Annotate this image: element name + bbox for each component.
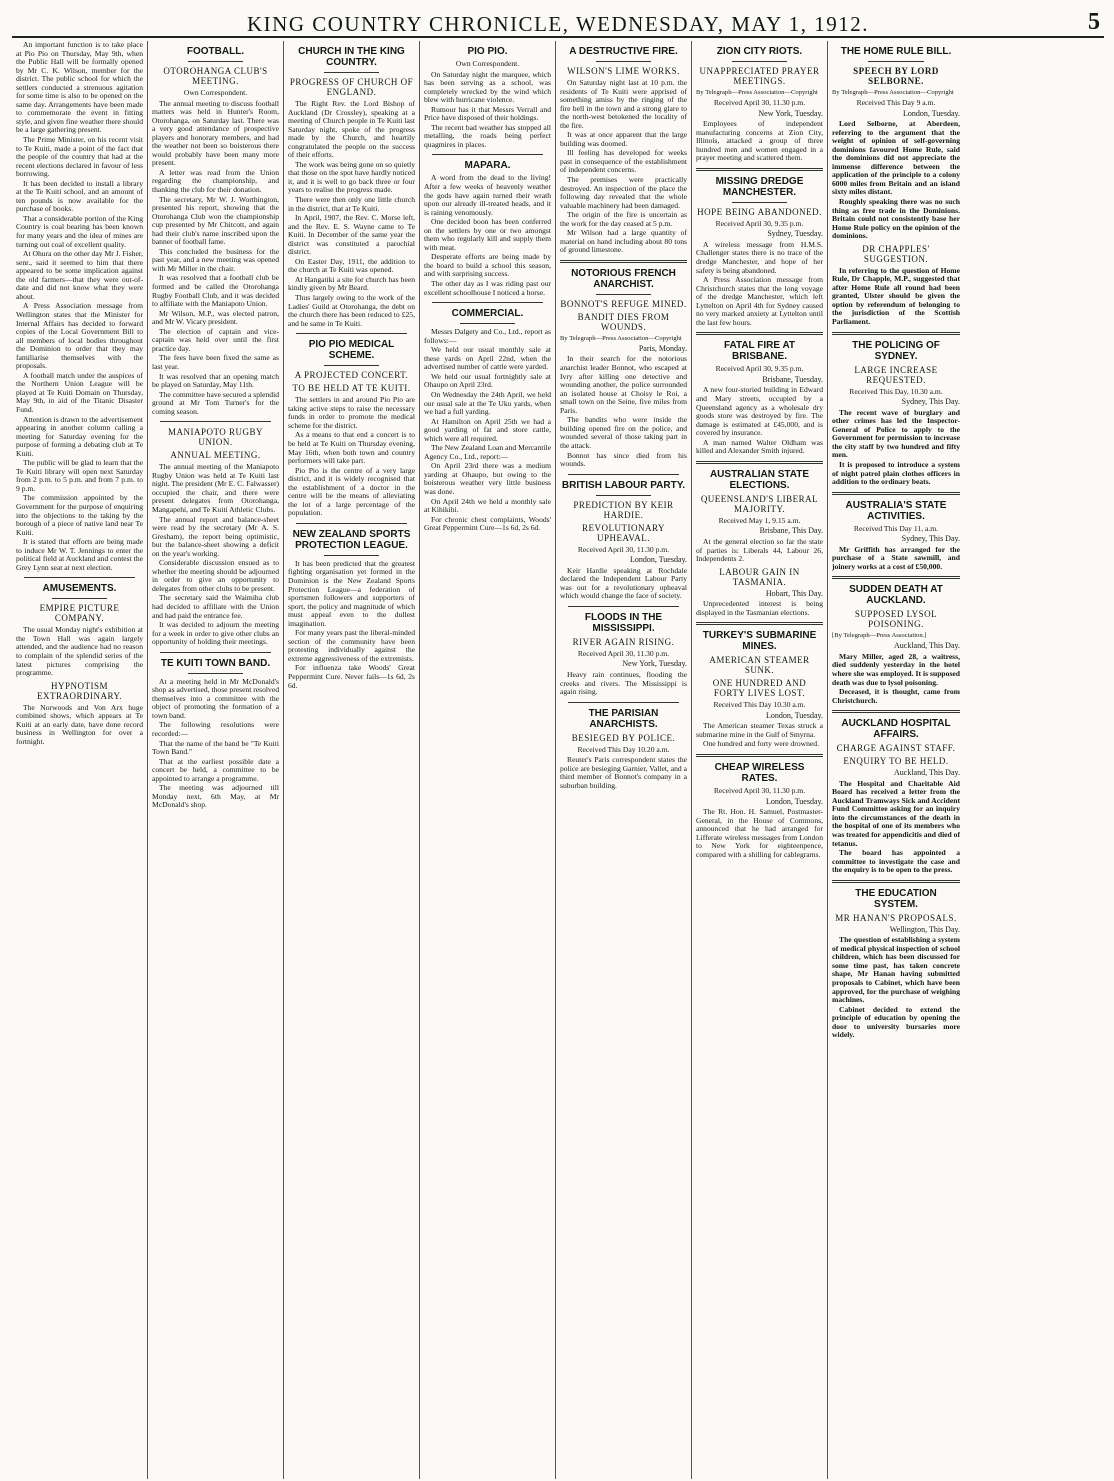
received-line: Received April 30, 11.30 p.m. bbox=[713, 98, 806, 107]
divider bbox=[596, 61, 651, 62]
article-paragraph: Lord Selborne, at Aberdeen, referring to the argument that the weight of opinion of self-governing dominions favoured Home Rule, said the dominions did not appreciate the immense difference between the application of the principle to a colony 6000 miles from Britain and an island sixty miles distant. bbox=[832, 119, 960, 197]
divider bbox=[832, 492, 960, 495]
article-paragraph: One hundred and forty were drowned. bbox=[703, 739, 819, 749]
wire-credit: By Telegraph—Press Association—Copyright bbox=[560, 334, 682, 342]
subhead-projected-concert: A PROJECTED CONCERT. bbox=[294, 370, 409, 381]
article-paragraph: A letter was read from the Union regarding the championship, and thanking the club for their donation. bbox=[152, 167, 279, 195]
article-paragraph: The settlers in and around Pio Pio are taking active steps to raise the necessary funds in order to promote the medical scheme for the district. bbox=[288, 395, 415, 430]
column-6 bbox=[692, 41, 828, 1479]
article-paragraph: The other day as I was riding past our excellent schoolhouse I noticed a horse. bbox=[424, 279, 551, 297]
article-paragraph: The commission appointed by the Government for the purpose of enquiring into the objections to the taking by the borough of a piece of native land near Te Kuiti. bbox=[16, 493, 143, 537]
article-paragraph: Reuter's Paris correspondent states the police are besieging Garnier, Vallet, and a third member of Bonnot's company in a suburban building. bbox=[560, 755, 687, 790]
subhead-keir-hardie: PREDICTION BY KEIR HARDIE. bbox=[573, 499, 674, 520]
dateline: New York, Tuesday. bbox=[622, 659, 687, 669]
article-paragraph: Pio Pio is the centre of a very large district, and it is widely recognised that the establishment of a doctor in the centre will be the means of alleviating the lot of a large percentage of the population. bbox=[288, 465, 415, 518]
subhead-queensland: QUEENSLAND'S LIBERAL MAJORITY. bbox=[700, 493, 819, 514]
article-paragraph: On Saturday night last at 10 p.m. the residents of Te Kuiti were apprised of something amiss by the ringing of the fire bell in the town and a strong glare to the north-west betokened the locality of the fire. bbox=[560, 78, 687, 130]
divider bbox=[596, 294, 651, 295]
dateline: Sydney, Tuesday. bbox=[767, 229, 823, 239]
dateline: Paris, Monday. bbox=[638, 343, 687, 353]
received-line: Received April 30, 9.35 p.m. bbox=[715, 364, 804, 374]
divider bbox=[732, 202, 787, 203]
received-line: Received This Day 10.30 a.m. bbox=[713, 700, 806, 710]
divider bbox=[560, 260, 687, 263]
divider bbox=[596, 495, 651, 496]
article-paragraph: On April 23rd there was a medium yarding at Ohaupo, but owing to the boisterous weather very little business was done. bbox=[424, 461, 551, 496]
article-paragraph: Keir Hardie speaking at Rochdale declared the Independent Labour Party was out for a revolutionary upheaval which would change the face of society. bbox=[560, 565, 687, 601]
headline-aus-elections: AUSTRALIAN STATE ELECTIONS. bbox=[709, 468, 810, 491]
received-line: Received This Day 10.20 a.m. bbox=[577, 744, 670, 754]
dateline: Auckland, This Day. bbox=[894, 768, 960, 778]
headline-commercial: COMMERCIAL. bbox=[451, 308, 524, 320]
article-paragraph: On Saturday night the marquee, which has been serving as a school, was completely wrecked by the wind which blew with hurricane violence. bbox=[424, 69, 551, 105]
subhead-besieged: BESIEGED BY POLICE. bbox=[571, 732, 676, 743]
article-paragraph: It is proposed to introduce a system of night patrol plain clothes officers in addition to the ordinary beats. bbox=[832, 459, 960, 487]
headline-home-rule: THE HOME RULE BILL. bbox=[840, 46, 952, 57]
wire-credit: By Telegraph—Press Association—Copyright bbox=[832, 89, 954, 96]
article-paragraph: Attention is drawn to the advertisement appearing in another column calling a meeting for Saturday evening for the purpose of forming a debating club at Te Kuiti. bbox=[16, 414, 143, 458]
received-line: Received April 30, 11.30 p.m. bbox=[577, 544, 670, 554]
dateline: Brisbane, This Day. bbox=[759, 526, 823, 536]
dateline: London, Tuesday. bbox=[765, 796, 823, 806]
article-paragraph: Deceased, it is thought, came from Christchurch. bbox=[832, 687, 960, 705]
article-paragraph: Roughly speaking there was no such thing as free trade in the Dominions. Britain could not consistently base her Home Rule policy on the opinion of the dominions. bbox=[832, 197, 960, 241]
divider bbox=[832, 332, 960, 335]
subhead-river: RIVER AGAIN RISING. bbox=[572, 636, 675, 647]
article-paragraph: Ill feeling has developed for weeks past in consequence of the establishment of independent concerns. bbox=[560, 148, 687, 175]
advert-line: For influenza take Woods' Great Peppermint Cure. Never fails—1s 6d, 2s 6d. bbox=[288, 663, 415, 690]
headline-state-activities: AUSTRALIA'S STATE ACTIVITIES. bbox=[845, 499, 947, 522]
article-paragraph: A man named Walter Oldham was killed and Alexander Smith injured. bbox=[696, 437, 823, 456]
received-line: Received April 30, 9.35 p.m. bbox=[715, 218, 804, 228]
headline-dredge: MISSING DREDGE MANCHESTER. bbox=[715, 175, 804, 198]
headline-policing-sydney: THE POLICING OF SYDNEY. bbox=[852, 339, 940, 362]
article-paragraph: The work was being gone on so quietly that those on the spot have hardly noticed it, and it is well to go back three or four years to realise the progress made. bbox=[288, 159, 415, 195]
received-line: Received This Day 9 a.m. bbox=[856, 98, 936, 107]
subhead-lysol: SUPPOSED LYSOL POISONING. bbox=[854, 609, 938, 630]
article-paragraph: At a meeting held in Mr McDonald's shop as advertised, those present resolved themselves into a committee with the object of promoting the formation of a town band. bbox=[152, 676, 279, 720]
dateline: London, Tuesday. bbox=[629, 555, 687, 565]
divider bbox=[460, 323, 515, 324]
headline-mapara: MAPARA. bbox=[464, 160, 511, 172]
dateline: London, Tuesday. bbox=[765, 710, 823, 720]
divider bbox=[696, 332, 823, 335]
article-paragraph: The origin of the fire is uncertain as the work for the day ceased at 5 p.m. bbox=[560, 210, 687, 228]
article-paragraph: The committee have secured a splendid ground at Mr Tom Turner's for the coming season. bbox=[152, 389, 279, 416]
article-paragraph: The public will be glad to learn that the Te Kuiti library will open next Saturday from 2 p.m. to 5 p.m. and from 7 p.m. to 9 p.m. bbox=[16, 458, 143, 493]
subhead-revolutionary: REVOLUTIONARY UPHEAVAL. bbox=[582, 522, 665, 543]
article-paragraph: An important function is to take place at Pio Pio on Thursday, May 9th, when the Public Hall will be formally opened by Mr C. K. Wilson, member for the district. The public school for which the settlers conducted a strenuous agitation for some time is also to be opened on the same day. Arrangements have been made to commemorate the event in fitting style, and given fine weather there should be a large gathering present. bbox=[16, 41, 143, 135]
article-paragraph: The bandits who were inside the building opened fire on the police, and wounded several of those taking part in the attack. bbox=[560, 415, 687, 450]
article-paragraph: It is stated that efforts are being made to induce Mr W. T. Jennings to enter the political field at Auckland and contest the Grey Lynn seat at next election. bbox=[16, 537, 143, 572]
article-paragraph: Cabinet decided to extend the principle of education by opening the door to university bursaries more widely. bbox=[832, 1004, 960, 1040]
article-paragraph: It was at once apparent that the large building was doomed. bbox=[560, 130, 687, 148]
headline-sports-league: NEW ZEALAND SPORTS PROTECTION LEAGUE. bbox=[292, 528, 411, 551]
column-1 bbox=[12, 41, 148, 1479]
headline-floods: FLOODS IN THE MISSISSIPPI. bbox=[584, 611, 663, 634]
subhead-annual-meeting: ANNUAL MEETING. bbox=[170, 450, 261, 461]
divider bbox=[696, 461, 823, 464]
received-line: Received May 1, 9.15 a.m. bbox=[718, 515, 801, 525]
headline-hospital-affairs: AUCKLAND HOSPITAL AFFAIRS. bbox=[841, 718, 951, 741]
article-paragraph: On Wednesday the 24th April, we held our usual sale at the Te Uku yards, when we had a full yarding. bbox=[424, 389, 551, 417]
article-paragraph: Rumour has it that Messrs Verrall and Price have disposed of their holdings. bbox=[424, 104, 551, 123]
subhead-chapple: DR CHAPPLES' SUGGESTION. bbox=[862, 243, 930, 264]
divider bbox=[568, 606, 679, 607]
wire-credit: [By Telegraph—Press Association.] bbox=[832, 632, 927, 640]
advert-line: For chronic chest complaints, Woods' Great Peppermint Cure—1s 6d, 2s 6d. bbox=[424, 514, 551, 533]
divider bbox=[188, 673, 243, 674]
article-paragraph: The usual Monday night's exhibition at the Town Hall was again largely attended, and the audience had no reason to complain of the splendid series of the latest pictures comprising the programme. bbox=[16, 625, 143, 678]
article-paragraph: The Right Rev. the Lord Bishop of Auckland (Dr Crossley), speaking at a meeting of Church people in Te Kuiti last Saturday night, spoke of the progress made by the Church, and heartily congratulated the people on the success of their efforts. bbox=[288, 99, 415, 160]
subhead-te-kuiti: TO BE HELD AT TE KUITI. bbox=[292, 383, 411, 394]
article-paragraph: The recent bad weather has stopped all metalling, the roads being perfect quagmires in places. bbox=[424, 122, 551, 149]
article-paragraph: Messrs Dalgety and Co., Ltd., report as follows:— bbox=[424, 327, 551, 345]
dateline: Auckland, This Day. bbox=[894, 641, 960, 651]
dateline: New York, Tuesday. bbox=[758, 108, 823, 118]
divider bbox=[696, 168, 823, 171]
article-paragraph: A Press Association message from Christchurch states that the long voyage of the dredge Manchester, which left Lyttelton on April 4th for Sydney caused no very marked anxiety at Lyttelton until the last few hours. bbox=[696, 275, 823, 327]
page-number: 5 bbox=[1088, 9, 1100, 35]
subhead-bandit: BANDIT DIES FROM WOUNDS. bbox=[577, 311, 670, 332]
article-paragraph: That the name of the band be "Te Kuiti Town Band." bbox=[152, 738, 279, 757]
article-paragraph: In April, 1907, the Rev. C. Morse left, and the Rev. E. S. Wayne came to Te Kuiti. In December of the same year the district was constituted a parochial district. bbox=[288, 213, 415, 257]
divider bbox=[832, 710, 960, 713]
column-5 bbox=[556, 41, 692, 1479]
divider bbox=[432, 154, 543, 155]
headline-education: THE EDUCATION SYSTEM. bbox=[855, 887, 937, 910]
article-paragraph: It was resolved that a football club be formed and be called the Otorohanga Rugby Football Club, and it was decided to affiliate with the Maniapoto Union. bbox=[152, 273, 279, 309]
dateline: Sydney, This Day. bbox=[901, 534, 960, 544]
article-paragraph: A football match under the auspices of the Northern Union League will be played at Te Kuiti Domain on Thursday, May 9th, in aid of the Titanic Disaster Fund. bbox=[16, 370, 143, 414]
article-paragraph: On Easter Day, 1911, the addition to the church at Te Kuiti was opened. bbox=[288, 256, 415, 275]
article-paragraph: The question of establishing a system of medical physical inspection of school children, which has been discussed for some time past, has taken concrete shape, Mr Hanan having submitted proposals to Cabinet, which have been approved, for the purchase of weighing machines. bbox=[832, 935, 960, 1005]
article-paragraph: The Rt. Hon. H. Samuel, Postmaster-General, in the House of Commons, announced that he had arranged for Lifferate wireless messages from London to New York for eighteenpence, compared with a shilling for cablegrams. bbox=[696, 807, 823, 859]
subhead-charge: CHARGE AGAINST STAFF. bbox=[836, 743, 956, 754]
article-paragraph: At Hangatiki a site for church has been kindly given by Mr Beard. bbox=[288, 274, 415, 293]
article-paragraph: We held our usual monthly sale at these yards on April 22nd, when the advertised number of cattle were yarded. bbox=[424, 345, 551, 372]
article-paragraph: The secretary said the Waimiha club had decided to affiliate with the Union and had paid the entrance fee. bbox=[152, 593, 279, 620]
article-paragraph: In their search for the notorious anarchist leader Bonnot, who escaped at Ivry after killing one detective and wounding another, the police surrounded an isolated house at Choisy le Roi, a small town on the Seine, five miles from Paris. bbox=[560, 354, 687, 415]
dateline: Sydney, This Day. bbox=[901, 397, 960, 407]
headline-destructive-fire: A DESTRUCTIVE FIRE. bbox=[569, 46, 678, 57]
column-2 bbox=[148, 41, 284, 1479]
divider bbox=[568, 474, 679, 475]
article-paragraph: That a considerable portion of the King Country is coal bearing has been known for many years and the idea of mines are turning out coal of excellent quality. bbox=[16, 213, 143, 249]
article-paragraph: Unprecedented interest is being displayed in the Tasmanian elections. bbox=[696, 599, 823, 617]
article-paragraph: We held our usual fortnightly sale at Ohaupo on April 23rd. bbox=[424, 371, 551, 390]
article-paragraph: It was resolved that an opening match be played on Saturday, May 11th. bbox=[152, 371, 279, 390]
headline-pio-pio-medical: PIO PIO MEDICAL SCHEME. bbox=[308, 339, 395, 362]
article-paragraph: The recent wave of burglary and other crimes has led the Inspector-General of Police to apply to the Government for permission to increase the city staff by two hundred and fifty men. bbox=[832, 407, 960, 460]
article-paragraph: Desperate efforts are being made by the board to build a school this season, and with surprising success. bbox=[424, 252, 551, 279]
divider bbox=[324, 72, 379, 73]
article-paragraph: The board has appointed a committee to investigate the case and the enquiry is to be open to the press. bbox=[832, 848, 960, 875]
dateline: Hobart, This Day. bbox=[765, 588, 823, 598]
subhead-bonnot: BONNOT'S REFUGE MINED. bbox=[560, 298, 687, 309]
article-paragraph: The American steamer Texas struck a submarine mine in the Gulf of Smyrna. bbox=[696, 721, 823, 739]
article-paragraph: It was decided to adjourn the meeting for a week in order to give other clubs an opportunity of holding their meetings. bbox=[152, 620, 279, 647]
masthead-title: KING COUNTRY CHRONICLE, WEDNESDAY, MAY 1, 1912. bbox=[247, 12, 869, 36]
headline-zion-city: ZION CITY RIOTS. bbox=[716, 46, 803, 57]
dateline: London, Tuesday. bbox=[902, 108, 960, 118]
headline-sudden-death: SUDDEN DEATH AT AUCKLAND. bbox=[849, 584, 943, 607]
divider bbox=[324, 555, 379, 556]
headline-town-band: TE KUITI TOWN BAND. bbox=[160, 657, 271, 669]
subhead-enquiry: ENQUIRY TO BE HELD. bbox=[843, 756, 949, 767]
subhead-otorohanga: OTOROHANGA CLUB'S MEETING. bbox=[163, 66, 268, 86]
subhead-lime-works: WILSON'S LIME WORKS. bbox=[567, 66, 680, 76]
headline-brisbane-fire: FATAL FIRE AT BRISBANE. bbox=[723, 340, 796, 363]
article-paragraph: The Hospital and Charitable Aid Board has received a letter from the Auckland Tramways Sick and Accident Fund Committee asking for an inquiry into the circumstances of the death in the hospital of one of its members who was treated for appendicitis and died of tetanus. bbox=[832, 778, 960, 848]
article-paragraph: Bonnot has since died from his wounds. bbox=[560, 450, 687, 469]
article-paragraph: At the general election so far the state of parties is: Liberals 44, Labour 26, Independents 2. bbox=[696, 536, 823, 564]
column-7 bbox=[828, 41, 964, 1479]
article-paragraph: Considerable discussion ensued as to whether the meeting should be adjourned in order to give an opportunity to delegates from other clubs to be present. bbox=[152, 558, 279, 593]
divider bbox=[868, 61, 924, 62]
subhead-selborne: SPEECH BY LORD SELBORNE. bbox=[853, 66, 939, 86]
subhead-tasmania: LABOUR GAIN IN TASMANIA. bbox=[719, 566, 800, 587]
article-paragraph: There were then only one little church in the district, that at Te Kuiti. bbox=[288, 195, 415, 213]
divider bbox=[696, 754, 823, 757]
article-paragraph: A Press Association message from Wellington states that the Minister for Internal Affairs has decided to forward copies of the Local Government Bill to all members of local bodies throughout the Dominion to order that they may familiarise themselves with the proposals. bbox=[16, 301, 143, 371]
article-paragraph: Mary Miller, aged 28, a waitress, died suddenly yesterday in the hotel where she was employed. It is supposed death was due to lysol poisoning. bbox=[832, 651, 960, 687]
article-paragraph: In referring to the question of Home Rule, Dr Chapple, M.P., suggested that after Home Rule all round had been granted, Ulster should be given the option by referendum of belonging to the jurisdiction of the Scottish Parliament. bbox=[832, 265, 960, 327]
headline-football: FOOTBALL. bbox=[186, 46, 245, 57]
dateline: Brisbane, Tuesday. bbox=[762, 374, 823, 384]
article-paragraph: That at the earliest possible date a concert be held, a committee to be appointed to arrange a programme. bbox=[152, 756, 279, 783]
article-paragraph: The annual meeting to discuss football matters was held in Hunter's Room, Otorohanga, on Saturday last. There was a very good attendance of prospective players and honorary members, and had the weather not been so boisterous there would probably have been many more present. bbox=[152, 98, 279, 168]
article-paragraph: The following resolutions were recorded:— bbox=[152, 720, 279, 738]
headline-amusements: AMUSEMENTS. bbox=[42, 583, 117, 595]
headline-parisian-anarchists: THE PARISIAN ANARCHISTS. bbox=[588, 707, 659, 730]
article-paragraph: The New Zealand Loan and Mercantile Agency Co., Ltd., report:— bbox=[424, 443, 551, 461]
divider bbox=[732, 61, 787, 62]
correspondent-line: Own Correspondent. bbox=[183, 88, 248, 97]
article-paragraph: The election of captain and vice-captain was held over until the first practice day. bbox=[152, 326, 279, 353]
article-paragraph: The secretary, Mr W. J. Worthington, presented his report, showing that the Otorohanga Club won the championship cup presented by Mr Chitcott, and again had their club's name inscribed upon the banner of football fame. bbox=[152, 194, 279, 247]
subhead-large-increase: LARGE INCREASE REQUESTED. bbox=[854, 364, 938, 385]
divider bbox=[296, 333, 407, 334]
divider bbox=[24, 577, 135, 578]
subhead-hope: HOPE BEING ABANDONED. bbox=[697, 206, 822, 217]
headline-french-anarchist: NOTORIOUS FRENCH ANARCHIST. bbox=[571, 267, 676, 290]
divider bbox=[160, 421, 271, 422]
headline-british-labour: BRITISH LABOUR PARTY. bbox=[561, 479, 686, 491]
subhead-maniapoto-union: MANIAPOTO RUGBY UNION. bbox=[167, 427, 264, 448]
article-paragraph: The annual meeting of the Maniapoto Rugby Union was held at Te Kuiti last night. The president (Mr E. C. Falwasser) occupied the chair, and there were present delegates from Otorohanga, Mangapehi, and Te Kuiti Athletic Clubs. bbox=[152, 462, 279, 514]
dateline: Wellington, This Day. bbox=[889, 924, 960, 934]
article-paragraph: The fees have been fixed the same as last year. bbox=[152, 353, 279, 371]
divider bbox=[696, 622, 823, 625]
subhead-hypnotism: HYPNOTISM EXTRAORDINARY. bbox=[36, 680, 123, 701]
article-paragraph: The meeting was adjourned till Monday next, 6th May, at Mr McDonald's shop. bbox=[152, 783, 279, 810]
divider bbox=[160, 652, 271, 653]
article-paragraph: A word from the dead to the living! After a few weeks of heavenly weather the gods have again turned their wrath upon our already ill-treated heads, and it is raining venomously. bbox=[424, 173, 551, 217]
article-paragraph: A new four-storied building in Edward and Mary streets, occupied by a Queensland agency as a wholesale dry goods store was destroyed by fire. The damage is estimated at £45,000, and is covered by insurance. bbox=[696, 385, 823, 438]
article-paragraph: On April 24th we held a monthly sale at Kihikihi. bbox=[424, 496, 551, 515]
headline-turkey-mines: TURKEY'S SUBMARINE MINES. bbox=[702, 630, 817, 653]
subhead-progress: PROGRESS OF CHURCH OF ENGLAND. bbox=[289, 77, 414, 97]
article-paragraph: For many years past the liberal-minded section of the community have been protesting individually against the extreme aggressiveness of the extremists. bbox=[288, 628, 415, 663]
article-paragraph: The premises were practically destroyed. An inspection of the place the following day revealed that the whole valuable machinery had been damaged. bbox=[560, 175, 687, 210]
divider bbox=[296, 523, 407, 524]
masthead bbox=[12, 8, 1104, 38]
article-paragraph: Mr Wilson had a large quantity of material on hand including about 80 tons of ground limestone. bbox=[560, 228, 687, 255]
article-paragraph: Thus largely owing to the work of the Ladies' Guild at Otorohanga, the debt on the church there has been reduced to £25, and he same in Te Kuiti. bbox=[288, 293, 415, 328]
article-paragraph: The annual report and balance-sheet were read by the secretary (Mr A. S. Gresham), the report being optimistic, but the balance-sheet showing a deficit on the year's working. bbox=[152, 514, 279, 558]
divider bbox=[568, 702, 679, 703]
subhead-hanan: MR HANAN'S PROPOSALS. bbox=[835, 912, 957, 923]
divider bbox=[52, 598, 107, 599]
article-paragraph: Employees of independent manufacturing concerns at Zion City, Illinois, attacked a group of three hundred men and women engaged in a prayer meeting and scattered them. bbox=[696, 119, 823, 163]
article-paragraph: This concluded the business for the past year, and a new meeting was opened with Mr Miller in the chair. bbox=[152, 246, 279, 273]
subhead-lives-lost: ONE HUNDRED AND FORTY LIVES LOST. bbox=[712, 678, 807, 699]
article-paragraph: At Ohura on the other day Mr J. Fisher, senr., said it seemed to him that there appeared to be some implication against the old farmers—that they were out-of-date and did not know what they were about. bbox=[16, 249, 143, 301]
divider bbox=[832, 576, 960, 579]
article-paragraph: Mr Wilson, M.P., was elected patron, and Mr W. Vicary president. bbox=[152, 308, 279, 327]
wire-credit: By Telegraph—Press Association—Copyright bbox=[696, 89, 818, 96]
received-line: Received April 30, 11.30 p.m. bbox=[577, 648, 670, 658]
divider bbox=[432, 302, 543, 303]
headline-wireless-rates: CHEAP WIRELESS RATES. bbox=[714, 761, 805, 784]
article-paragraph: It has been predicted that the greatest fighting organisation yet formed in the Dominion is the New Zealand Sports Protection League—a federation of sportsmen followers and supporters of sport, the policy and magnitude of which must appeal even to the dullest imagination. bbox=[288, 558, 415, 628]
received-line: Received This Day 11, a.m. bbox=[853, 523, 939, 533]
divider bbox=[188, 61, 243, 62]
headline-church: CHURCH IN THE KING COUNTRY. bbox=[298, 46, 405, 68]
article-paragraph: One decided boon has been conferred on the settlers by one or two amongst them who regularly kill and supply them with meat. bbox=[424, 217, 551, 252]
subhead-empire-picture: EMPIRE PICTURE COMPANY. bbox=[39, 603, 120, 624]
column-3 bbox=[284, 41, 420, 1479]
column-4 bbox=[420, 41, 556, 1479]
correspondent-line: Own Correspondent. bbox=[455, 59, 520, 68]
headline-pio-pio: PIO PIO. bbox=[467, 46, 508, 57]
received-line: Received This Day, 10.30 a.m. bbox=[849, 386, 943, 396]
divider bbox=[324, 365, 379, 366]
article-paragraph: As a means to that end a concert is to be held at Te Kuiti on Thursday evening, May 16th, when both town and country performers will take part. bbox=[288, 430, 415, 466]
columns bbox=[12, 41, 1104, 1479]
divider bbox=[832, 880, 960, 883]
subhead-prayer-meetings: UNAPPRECIATED PRAYER MEETINGS. bbox=[699, 66, 820, 86]
article-paragraph: Mr Griffith has arranged for the purchase of a State sawmill, and joinery works at a cost of £50,000. bbox=[832, 544, 960, 571]
article-paragraph: A wireless message from H.M.S. Challenger states there is no trace of the dredge Manchester, and hope of her safety is being abandoned. bbox=[696, 239, 823, 275]
article-paragraph: Heavy rain continues, flooding the creeks and rivers. The Mississippi is again rising. bbox=[560, 669, 687, 697]
article-paragraph: It has been decided to install a library at the Te Kuiti school, and an amount of ten pounds is now available for the purchase of books. bbox=[16, 178, 143, 214]
article-paragraph: The Prime Minister, on his recent visit to Te Kuiti, made a point of the fact that the people of the country that had at the recent elections declared in favour of less borrowing. bbox=[16, 135, 143, 179]
article-paragraph: The Norwoods and Von Arx huge combined shows, which appears at Te Kuiti at an early date, have done record business in Wellington for over a fortnight. bbox=[16, 702, 143, 746]
article-paragraph: At Hamilton on April 25th we had a good yarding of fat and store cattle, which were all required. bbox=[424, 416, 551, 443]
subhead-steamer: AMERICAN STEAMER SUNK. bbox=[709, 655, 810, 676]
received-line: Received April 30, 11.30 p.m. bbox=[713, 785, 806, 795]
